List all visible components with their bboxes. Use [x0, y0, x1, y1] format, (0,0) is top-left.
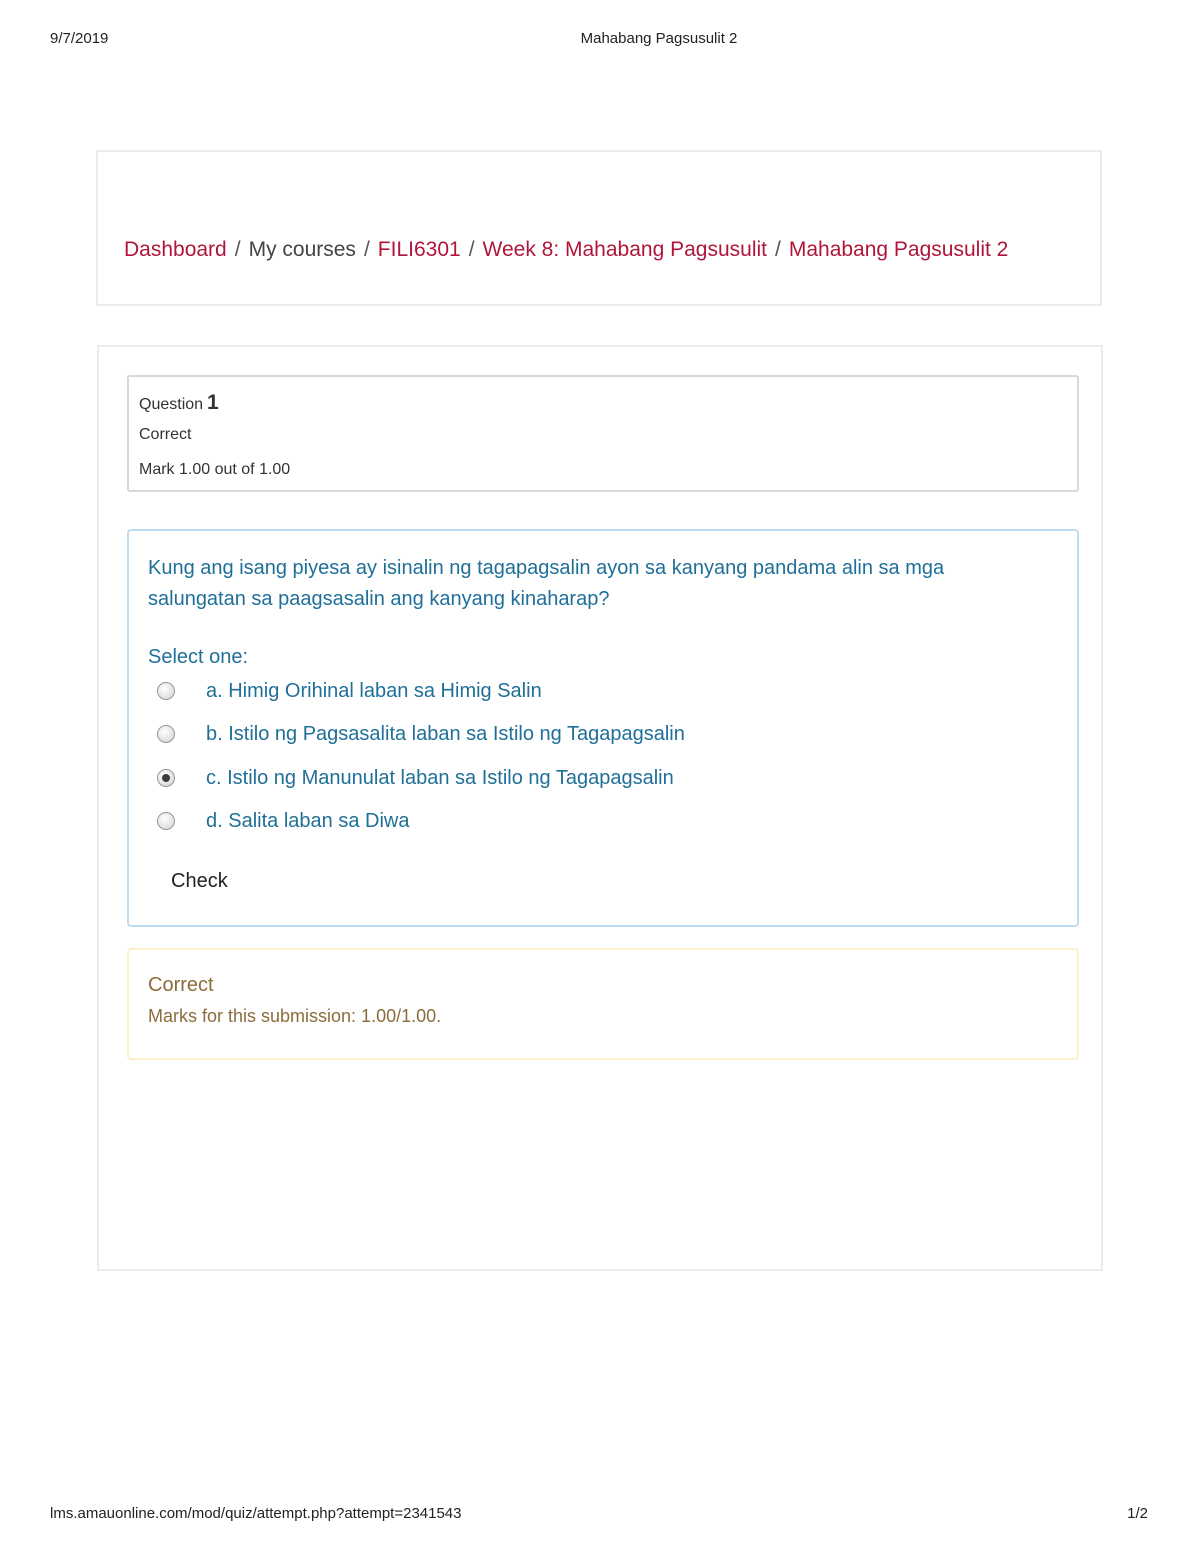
breadcrumb-card — [96, 150, 1102, 306]
answer-prompt: Select one: — [148, 646, 249, 668]
feedback-box — [127, 948, 1079, 1060]
question-formulation — [127, 529, 1079, 927]
answer-option-b[interactable] — [157, 723, 857, 753]
radio-button-icon[interactable] — [157, 725, 175, 743]
quiz-attempt-card — [97, 345, 1103, 1271]
feedback-state: Correct — [148, 974, 214, 996]
radio-button-icon[interactable] — [157, 812, 175, 830]
radio-button-selected-icon[interactable] — [157, 769, 175, 787]
answer-option-label[interactable]: b. Istilo ng Pagsasalita laban sa Istilo ng Tagapagsalin — [206, 723, 685, 745]
breadcrumb-my-courses: My courses — [248, 238, 356, 261]
question-text: Kung ang isang piyesa ay isinalin ng tagapagsalin ayon sa kanyang pandama alin sa mga salungatan sa paagsasalin ang kanyang kinaharap? — [148, 557, 945, 610]
breadcrumb-separator: / — [775, 238, 781, 261]
answer-option-label[interactable]: d. Salita laban sa Diwa — [206, 810, 410, 832]
print-footer-page-number: 1/2 — [1127, 1505, 1148, 1522]
answer-option-label[interactable]: c. Istilo ng Manunulat laban sa Istilo ng Tagapagsalin — [206, 767, 674, 789]
breadcrumb-separator: / — [363, 238, 370, 261]
check-button[interactable]: Check — [169, 866, 230, 897]
breadcrumb-course-link[interactable]: FILI6301 — [377, 238, 461, 261]
answer-option-c[interactable] — [157, 767, 857, 797]
question-number — [139, 391, 219, 415]
breadcrumb-week-link[interactable]: Week 8: Mahabang Pagsusulit — [482, 238, 767, 261]
answer-option-d[interactable] — [157, 810, 857, 840]
breadcrumb — [124, 238, 1008, 262]
breadcrumb-separator: / — [234, 238, 241, 261]
question-state: Correct — [139, 426, 192, 443]
question-info-box — [127, 375, 1079, 492]
answer-option-label[interactable]: a. Himig Orihinal laban sa Himig Salin — [206, 680, 542, 702]
question-number-label: Question — [139, 396, 204, 413]
breadcrumb-quiz-link[interactable]: Mahabang Pagsusulit 2 — [788, 238, 1009, 261]
breadcrumb-dashboard-link[interactable]: Dashboard — [124, 238, 227, 261]
print-header-date: 9/7/2019 — [50, 30, 109, 47]
question-number-value: 1 — [207, 391, 219, 414]
print-footer-url: lms.amauonline.com/mod/quiz/attempt.php?attempt=2341543 — [50, 1505, 462, 1522]
question-grade: Mark 1.00 out of 1.00 — [139, 461, 291, 478]
breadcrumb-separator: / — [468, 238, 475, 261]
answer-option-a[interactable] — [157, 680, 857, 710]
feedback-marks: Marks for this submission: 1.00/1.00. — [148, 1006, 442, 1026]
print-header-title: Mahabang Pagsusulit 2 — [580, 30, 738, 47]
radio-button-icon[interactable] — [157, 682, 175, 700]
